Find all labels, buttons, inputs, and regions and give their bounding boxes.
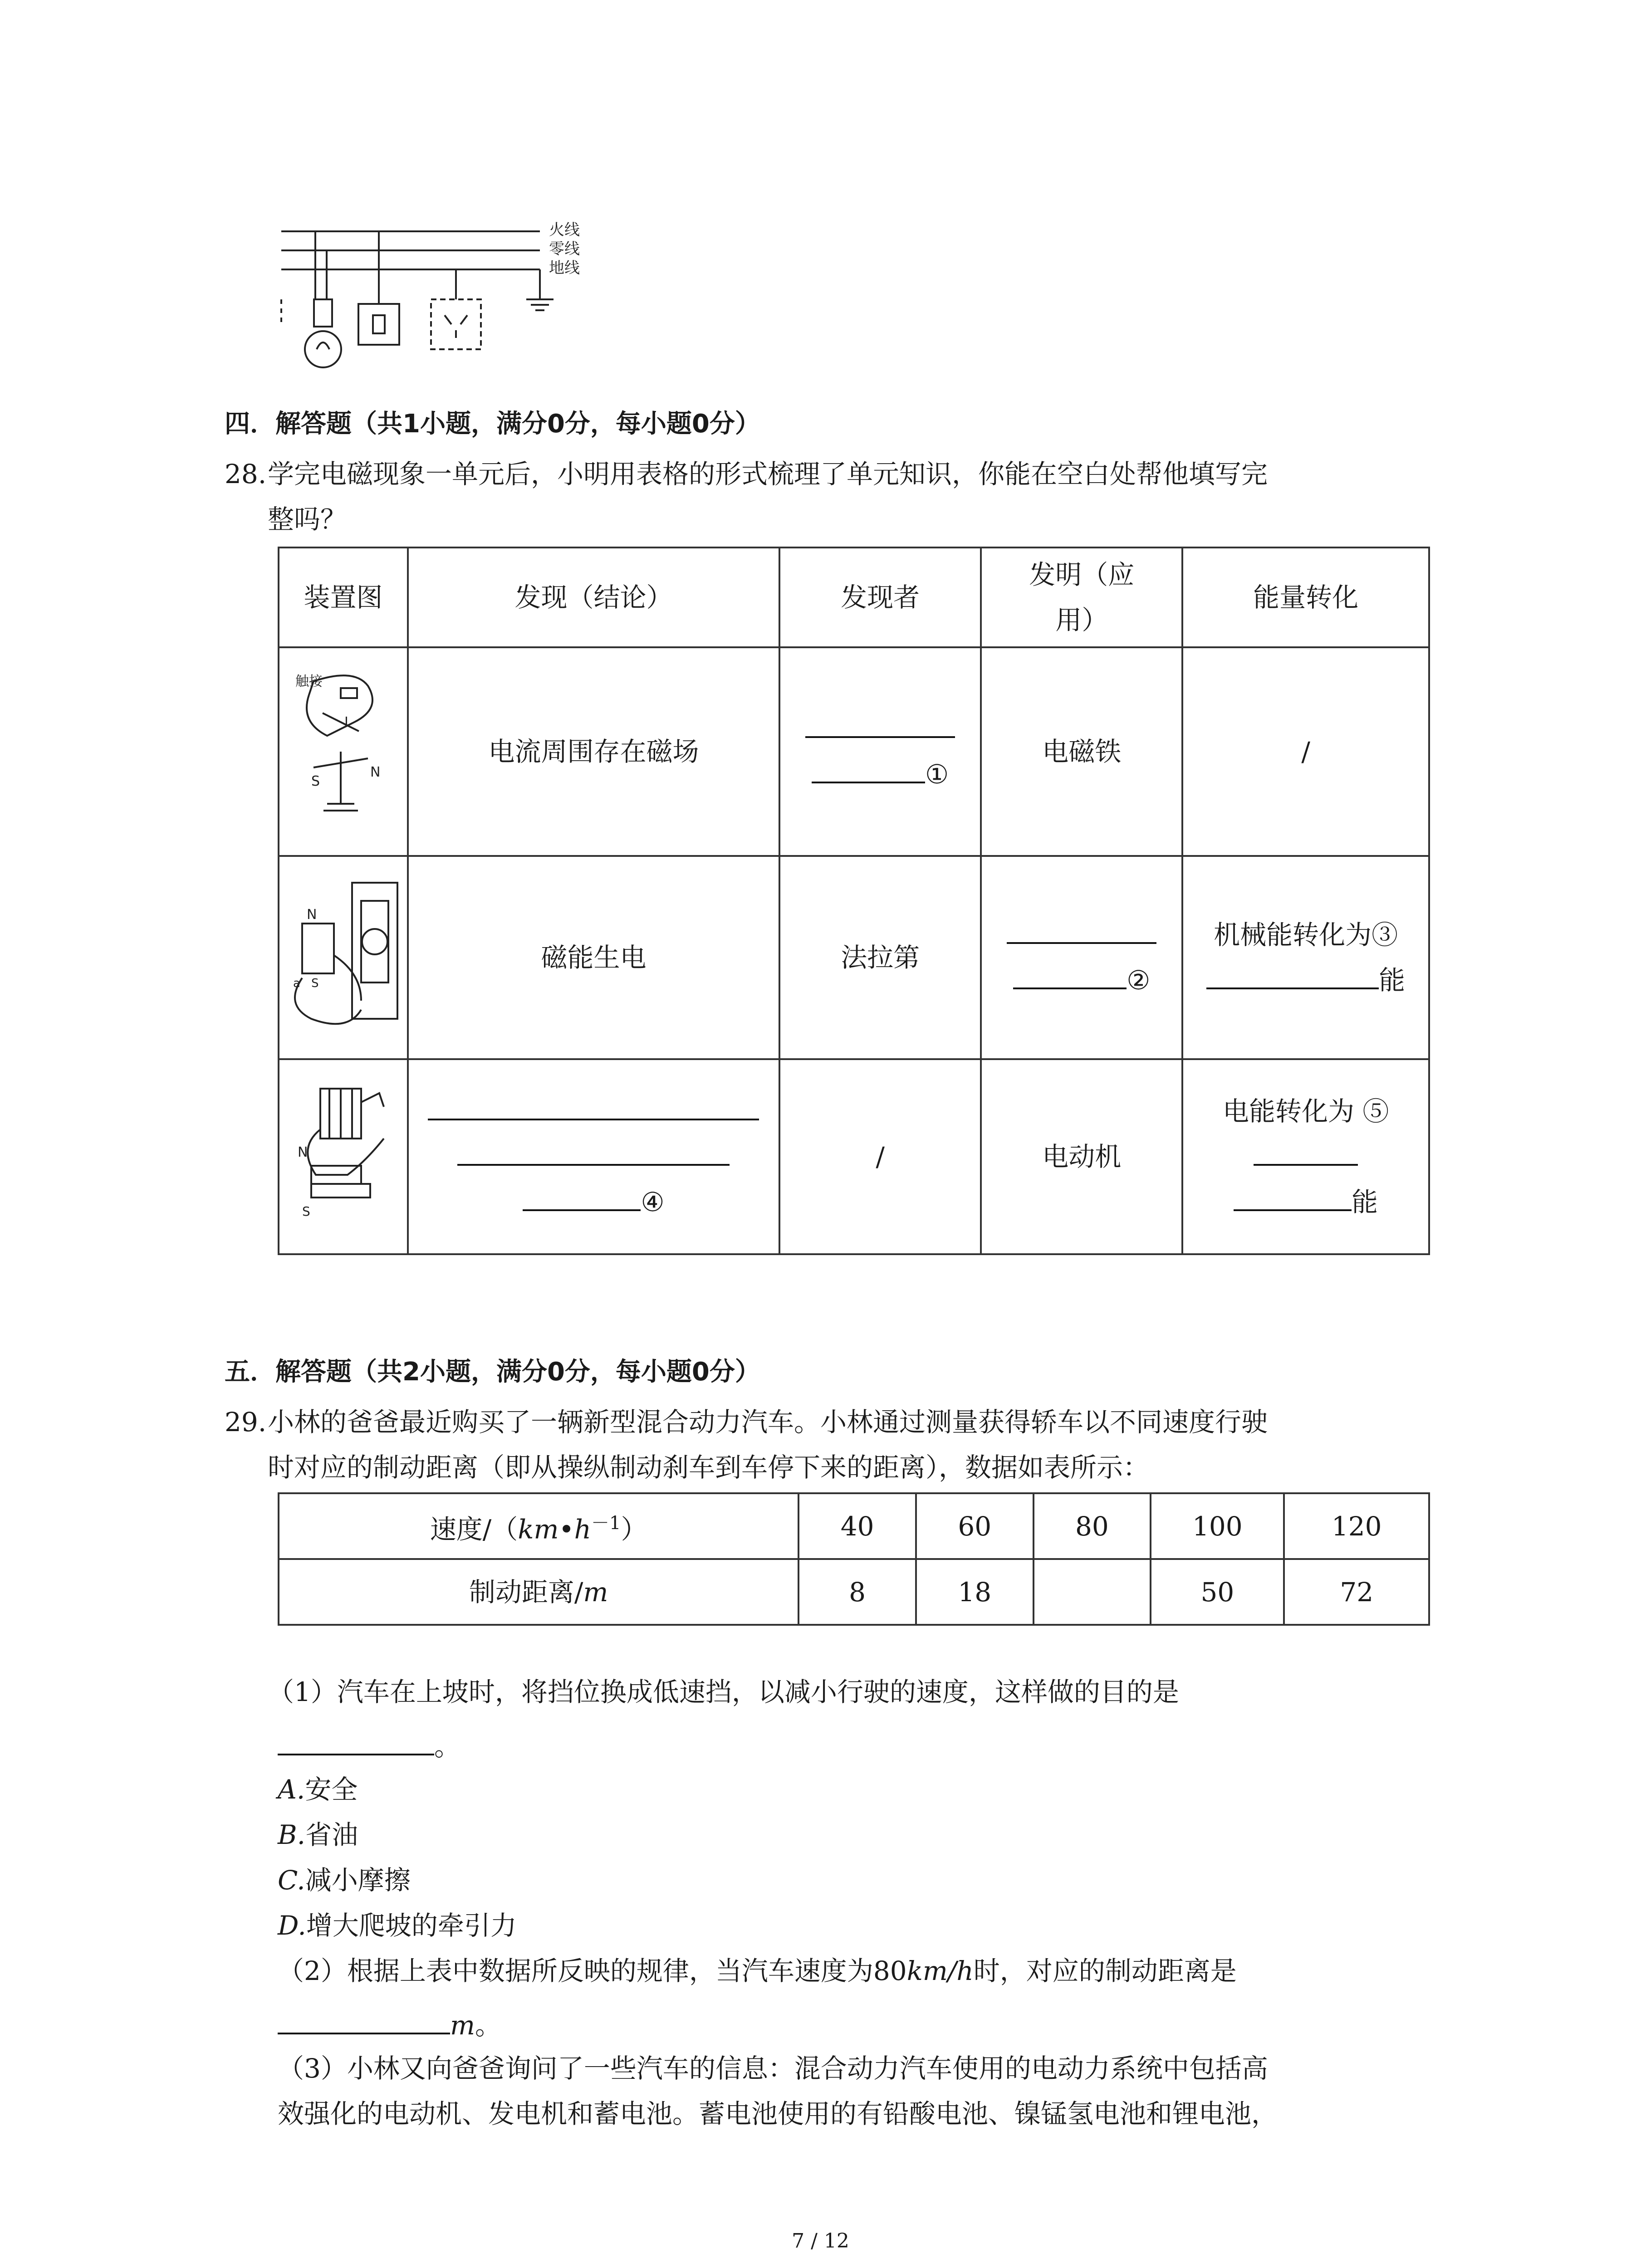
speed-cell: 80 [1034, 1493, 1151, 1559]
option-b: B.省油 [278, 1819, 358, 1850]
distance-cell: 18 [916, 1559, 1034, 1625]
distance-cell: 8 [798, 1559, 916, 1625]
header-energy: 能量转化 [1182, 547, 1429, 647]
row1-finding: 电流周围存在磁场 [408, 647, 779, 856]
fig1-label-touch: 触接 [295, 674, 323, 689]
row2-discoverer: 法拉第 [779, 856, 981, 1059]
motor-experiment-figure [289, 1075, 397, 1225]
sub2-text: （2）根据上表中数据所反映的规律，当汽车速度为80km/h时，对应的制动距离是 [278, 1955, 1237, 1986]
sub1-answer-line [278, 1724, 460, 1769]
sub3-line1: （3）小林又向爸爸询问了一些汽车的信息：混合动力汽车使用的电动力系统中包括高 [278, 2053, 1268, 2084]
row2-energy-suffix: 能 [1379, 965, 1406, 996]
distance-cell-empty [1034, 1559, 1151, 1625]
fig3-label-N: N [298, 1144, 308, 1160]
row2-energy-line1: 机械能转化为③ [1214, 919, 1398, 950]
header-finding: 发现（结论） [408, 547, 779, 647]
row3-figure-cell [279, 1059, 408, 1254]
sub1-end: 。 [434, 1731, 461, 1762]
row2-invention-blank [981, 856, 1182, 1059]
page-number: 7 / 12 [792, 2229, 849, 2253]
sub3-line2: 效强化的电动机、发电机和蓄电池。蓄电池使用的有铅酸电池、镍锰氢电池和锂电池， [278, 2098, 1278, 2129]
q28-line2: 整吗？ [268, 504, 347, 535]
option-d: D.增大爬坡的牵引力 [278, 1910, 517, 1941]
row1-figure-cell [279, 647, 408, 856]
row3-blank-mark: ④ [641, 1187, 665, 1217]
section5-heading: 五．解答题（共2小题，满分0分，每小题0分） [225, 1357, 760, 1387]
header-device: 装置图 [279, 547, 408, 647]
row3-invention: 电动机 [981, 1059, 1182, 1254]
q29-line1: 小林的爸爸最近购买了一辆新型混合动力汽车。小林通过测量获得轿车以不同速度行驶 [268, 1407, 1268, 1437]
fig2-label-a: a [293, 977, 301, 990]
sub1-text: （1）汽车在上坡时，将挡位换成低速挡，以减小行驶的速度，这样做的目的是 [268, 1677, 1179, 1707]
header-invention [981, 547, 1182, 647]
fig1-label-I: I [344, 714, 349, 730]
header-invention-line2: 用） [1055, 605, 1108, 635]
speed-braking-table [278, 1492, 1430, 1626]
fig1-label-N: N [370, 764, 381, 780]
q28-number: 28. [225, 459, 267, 489]
sub2-answer-line: m。 [278, 2003, 501, 2048]
row3-energy-suffix: 能 [1352, 1187, 1378, 1217]
q29-number: 29. [225, 1407, 267, 1437]
fig2-label-N: N [307, 907, 317, 923]
speed-cell: 120 [1284, 1493, 1429, 1559]
distance-cell: 72 [1284, 1559, 1429, 1625]
fig1-label-S: S [311, 773, 320, 789]
row2-finding: 磁能生电 [408, 856, 779, 1059]
option-c: C.减小摩擦 [278, 1865, 411, 1896]
speed-label: 速度$/(km•h^{-1})$ [279, 1493, 798, 1559]
q28-line1: 学完电磁现象一单元后，小明用表格的形式梳理了单元知识，你能在空白处帮他填写完 [268, 459, 1268, 489]
fig3-label-S: S [302, 1204, 311, 1219]
header-discoverer: 发现者 [779, 547, 981, 647]
faraday-experiment-figure [284, 874, 402, 1028]
row1-energy: / [1182, 647, 1429, 856]
household-wiring-figure [272, 213, 617, 399]
label-live-wire: 火线 [549, 221, 580, 239]
row2-energy [1182, 856, 1429, 1059]
fig2-label-S: S [311, 977, 319, 990]
header-invention-line1: 发明（应 [1029, 559, 1135, 590]
row3-finding-blank [408, 1059, 779, 1254]
speed-cell: 100 [1151, 1493, 1284, 1559]
row1-blank-mark: ① [925, 759, 949, 790]
distance-cell: 50 [1151, 1559, 1284, 1625]
row1-invention: 电磁铁 [981, 647, 1182, 856]
q28-knowledge-table [278, 547, 1430, 1255]
label-ground-wire: 地线 [549, 259, 580, 277]
speed-cell: 60 [916, 1493, 1034, 1559]
label-neutral-wire: 零线 [549, 240, 580, 258]
row1-discoverer-blank [779, 647, 981, 856]
row2-figure-cell [279, 856, 408, 1059]
q29-line2: 时对应的制动距离（即从操纵制动刹车到车停下来的距离），数据如表所示： [268, 1452, 1150, 1483]
speed-cell: 40 [798, 1493, 916, 1559]
section4-heading: 四．解答题（共1小题，满分0分，每小题0分） [225, 409, 760, 439]
row3-discoverer: / [779, 1059, 981, 1254]
row3-energy [1182, 1059, 1429, 1254]
row3-energy-line1: 电能转化为 ⑤ [1222, 1096, 1389, 1127]
distance-label: 制动距离/m [279, 1559, 798, 1625]
row2-blank-mark: ② [1127, 965, 1151, 996]
oersted-experiment-figure [291, 668, 395, 822]
option-a: A.安全 [278, 1774, 358, 1805]
